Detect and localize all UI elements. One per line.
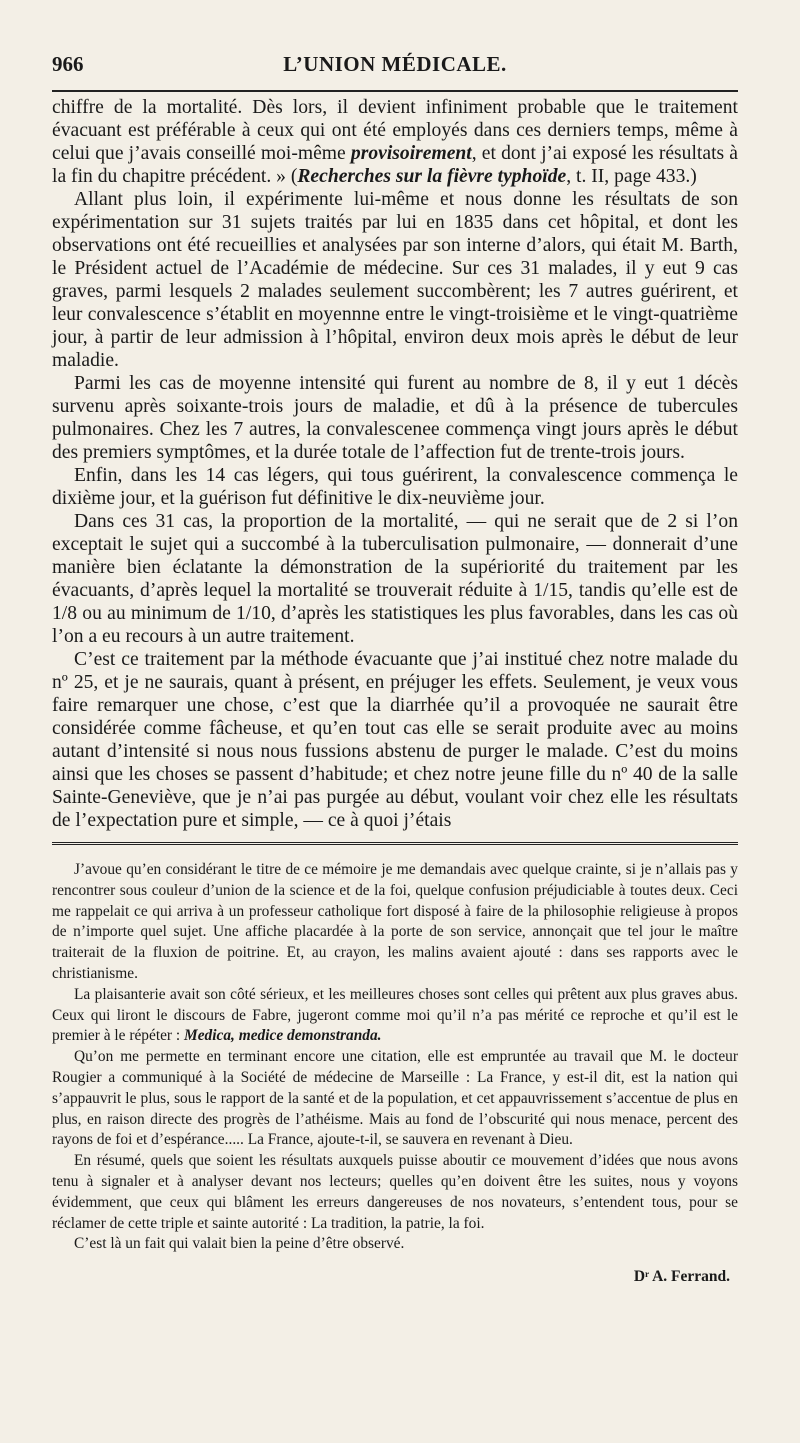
note-paragraph-3: Qu’on me permette en terminant encore une citation, elle est empruntée au travail que M. le docteur Rougier a communiqué à la Société de médecine de Marseille : La France, y est-il dit, est la nation qui s’appauvrit le plus, sous le rapport de la santé et de la population, et cet appauvrissement s’accentue de plus en plus, en raison directe des progrès de l’athéisme. Mais au fond de l’obscurité qui nous menace, percent des rayons de foi et d’espérance..... La France, ajoute-t-il, se sauvera en revenant à Dieu.	[52, 1048, 738, 1149]
note-paragraph-4: En résumé, quels que soient les résultats auxquels puisse aboutir ce mouvement d’idées que nous avons tenu à signaler et à analyser devant nos lecteurs; quelles qu’en doivent être les suites, nous y voyons évidemment, que ceux qui blâment les erreurs dangereuses de nos novateurs, s’entendent tous, pour se réclamer de cette triple et sainte autorité : La tradition, la patrie, la foi.	[52, 1152, 738, 1232]
footnote-text	[52, 860, 738, 1288]
footnote-separator	[52, 842, 738, 848]
note-paragraph-1: J’avoue qu’en considérant le titre de ce mémoire je me demandais avec quelque crainte, si je n’allais pas y rencontrer sous couleur d’union de la science et de la foi, quelque confusion préjudiciable à toutes deux. Ceci me rappelait ce qui arriva à un professeur catholique fort disposé à faire de la philosophie religieuse à propos de n’importe quel sujet. Une affiche placardée à la porte de son service, annonçait que tel jour le maître traiterait de la fluxion de poitrine. Et, au crayon, les malins avaient ajouté : dans ses rapports avec le christianisme.	[52, 861, 738, 982]
page-number: 966	[52, 52, 84, 76]
author-signature: Dʳ A. Ferrand.	[633, 1268, 730, 1286]
running-title: L’UNION MÉDICALE.	[283, 52, 507, 76]
paragraph-5: Dans ces 31 cas, la proportion de la mortalité, — qui ne serait que de 2 si l’on exceptait le sujet qui a succombé à la tuberculisation pulmonaire, — donnerait d’une manière bien éclatante la démonstration de la supériorité du traitement par les évacuants, d’après lequel la mortalité se trouverait réduite à 1/15, tandis qu’elle est de 1/8 ou au minimum de 1/10, d’après les statistiques les plus favorables, dans les cas où l’on a eu recours à un autre traitement.	[52, 511, 738, 647]
paragraph-6: C’est ce traitement par la méthode évacuante que j’ai institué chez notre malade du nº 25, et je ne saurais, quant à présent, en préjuger les effets. Seulement, je veux vous faire remarquer une chose, c’est que la diarrhée qu’il a provoquée ne saurait être considérée comme fâcheuse, et qu’en tout cas elle se serait produite avec au moins autant d’intensité si nous nous fussions abstenu de purger le malade. C’est du moins ainsi que les choses se passent d’habitude; et chez notre jeune fille du nº 40 de la salle Sainte-Geneviève, que je n’ai pas purgée au début, voulant voir chez elle les résultats de l’expectation pure et simple, — ce à quoi j’étais	[52, 649, 738, 831]
note-paragraph-5: C’est là un fait qui valait bien la peine d’être observé.	[74, 1235, 405, 1253]
page-header	[52, 52, 738, 82]
header-rule	[52, 90, 738, 92]
main-text	[52, 96, 738, 832]
paragraph-3: Parmi les cas de moyenne intensité qui furent au nombre de 8, il y eut 1 décès survenu après soixante-trois jours de maladie, et dû à la présence de tubercules pulmonaires. Chez les 7 autres, la convalescenee commença vingt jours après le début des premiers symptômes, et la durée totale de l’affection fut de trente-trois jours.	[52, 373, 738, 463]
paragraph-2: Allant plus loin, il expérimente lui-même et nous donne les résultats de son expérimentation sur 31 sujets traités par lui en 1835 dans cet hôpital, et dont les observations ont été recueillies et analysées par son interne d’alors, qui était M. Barth, le Président actuel de l’Académie de médecine. Sur ces 31 malades, il y eut 9 cas graves, parmi lesquels 2 malades seulement succombèrent; les 7 autres guérirent, et leur convalescence s’établit en moyennne entre le vingt-troisième et le vingt-quatrième jour, à partir de leur admission à l’hôpital, environ deux mois après le début de leur maladie.	[52, 189, 738, 371]
note-paragraph-2: La plaisanterie avait son côté sérieux, et les meilleures choses sont celles qui prêtent aux plus graves abus. Ceux qui liront le discours de Fabre, jugeront comme moi qu’il n’a pas mérité ce reproche et qu’il est le premier à le répéter : Medica, medice demonstranda.	[52, 985, 738, 1045]
paragraph-4: Enfin, dans les 14 cas légers, qui tous guérirent, la convalescence commença le dixième jour, et la guérison fut définitive le dix-neuvième jour.	[52, 465, 738, 509]
paragraph-1: chiffre de la mortalité. Dès lors, il devient infiniment probable que le traitement évacuant est préférable à ceux qui ont été employés dans ces derniers temps, même à celui que j’avais conseillé moi-même provisoirement, et dont j’ai exposé les résultats à la fin du chapitre précédent. » (Recherches sur la fièvre typhoïde, t. II, page 433.)	[52, 97, 738, 187]
